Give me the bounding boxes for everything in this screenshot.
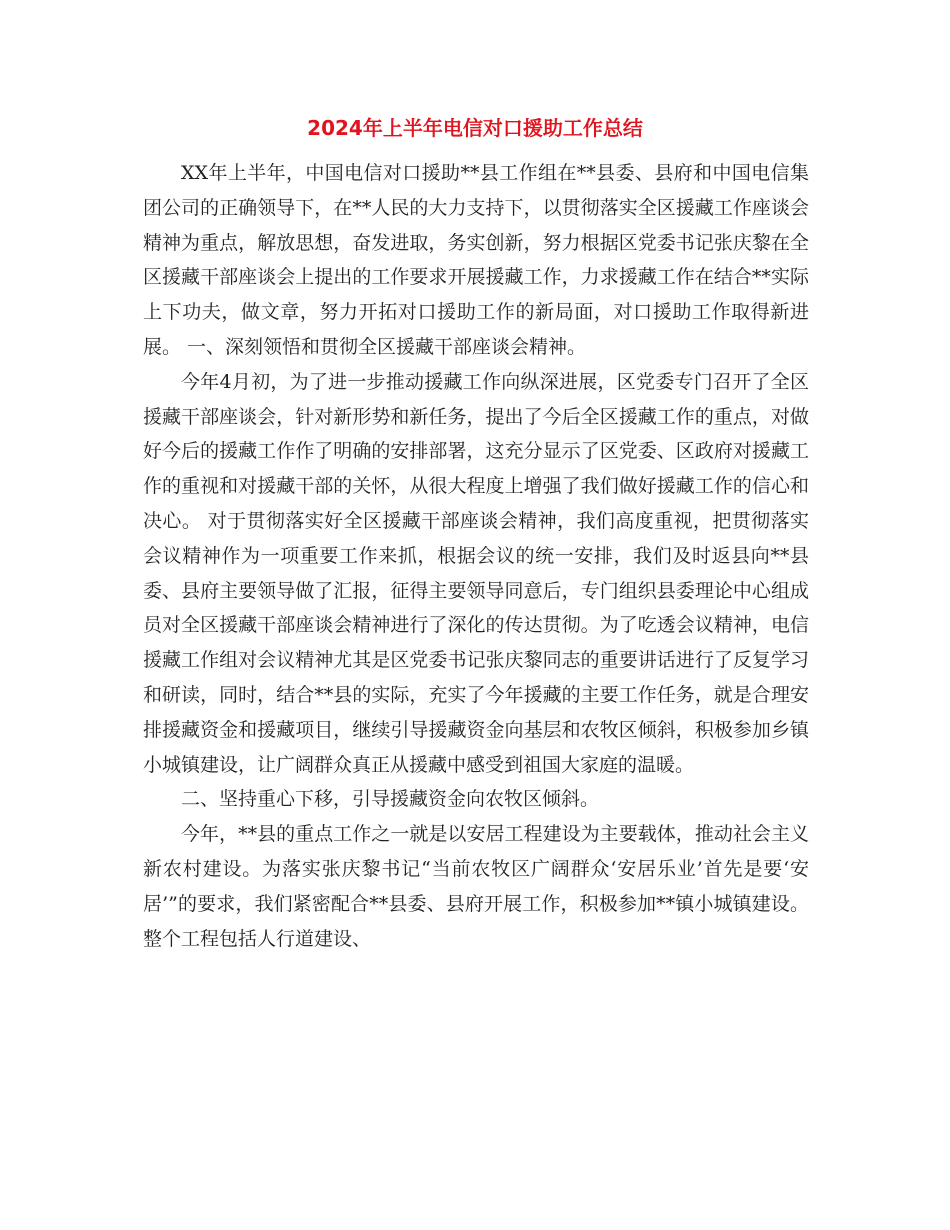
paragraph-2: 今年4月初，为了进一步推动援藏工作向纵深进展，区党委专门召开了全区援藏干部座谈会，针对新形势和新任务，提出了今后全区援藏工作的重点，对做好今后的援藏工作作了明确的安排部署，这充分显示了区党委、区政府对援藏工作的重视和对援藏干部的关怀，从很大程度上增强了我们做好援藏工作的信心和决心。 对于贯彻落实好全区援藏干部座谈会精神，我们高度重视，把贯彻落实会议精神作为一项重要工作来抓，根据会议的统一安排，我们及时返县向**县委、县府主要领导做了汇报，征得主要领导同意后，专门组织县委理论中心组成员对全区援藏干部座谈会精神进行了深化的传达贯彻。为了吃透会议精神，电信援藏工作组对会议精神尤其是区党委书记张庆黎同志的重要讲话进行了反复学习和研读，同时，结合**县的实际，充实了今年援藏的主要工作任务，就是合理安排援藏资金和援藏项目，继续引导援藏资金向基层和农牧区倾斜，积极参加乡镇小城镇建设，让广阔群众真正从援藏中感受到祖国大家庭的温暖。 [143,370,809,776]
paragraph-1: XX年上半年，中国电信对口援助**县工作组在**县委、县府和中国电信集团公司的正确领导下，在**人民的大力支持下，以贯彻落实全区援藏工作座谈会精神为重点，解放思想，奋发进取，务实创新，努力根据区党委书记张庆黎在全区援藏干部座谈会上提出的工作要求开展援藏工作，力求援藏工作在结合**实际上下功夫，做文章，努力开拓对口援助工作的新局面，对口援助工作取得新进展。 一、深刻领悟和贯彻全区援藏干部座谈会精神。 [143,162,809,358]
paragraph-3: 二、坚持重心下移，引导援藏资金向农牧区倾斜。 [181,788,600,811]
document-body [143,156,809,956]
paragraph-4: 今年，**县的重点工作之一就是以安居工程建设为主要载体，推动社会主义新农村建设。为落实张庆黎书记“当前农牧区广阔群众‘安居乐业’首先是要‘安居’”的要求，我们紧密配合**县委、县府开展工作，积极参加**镇小城镇建设。整个工程包括人行道建设、 [143,823,809,950]
document-title: 2024年上半年电信对口援助工作总结 [307,116,643,140]
